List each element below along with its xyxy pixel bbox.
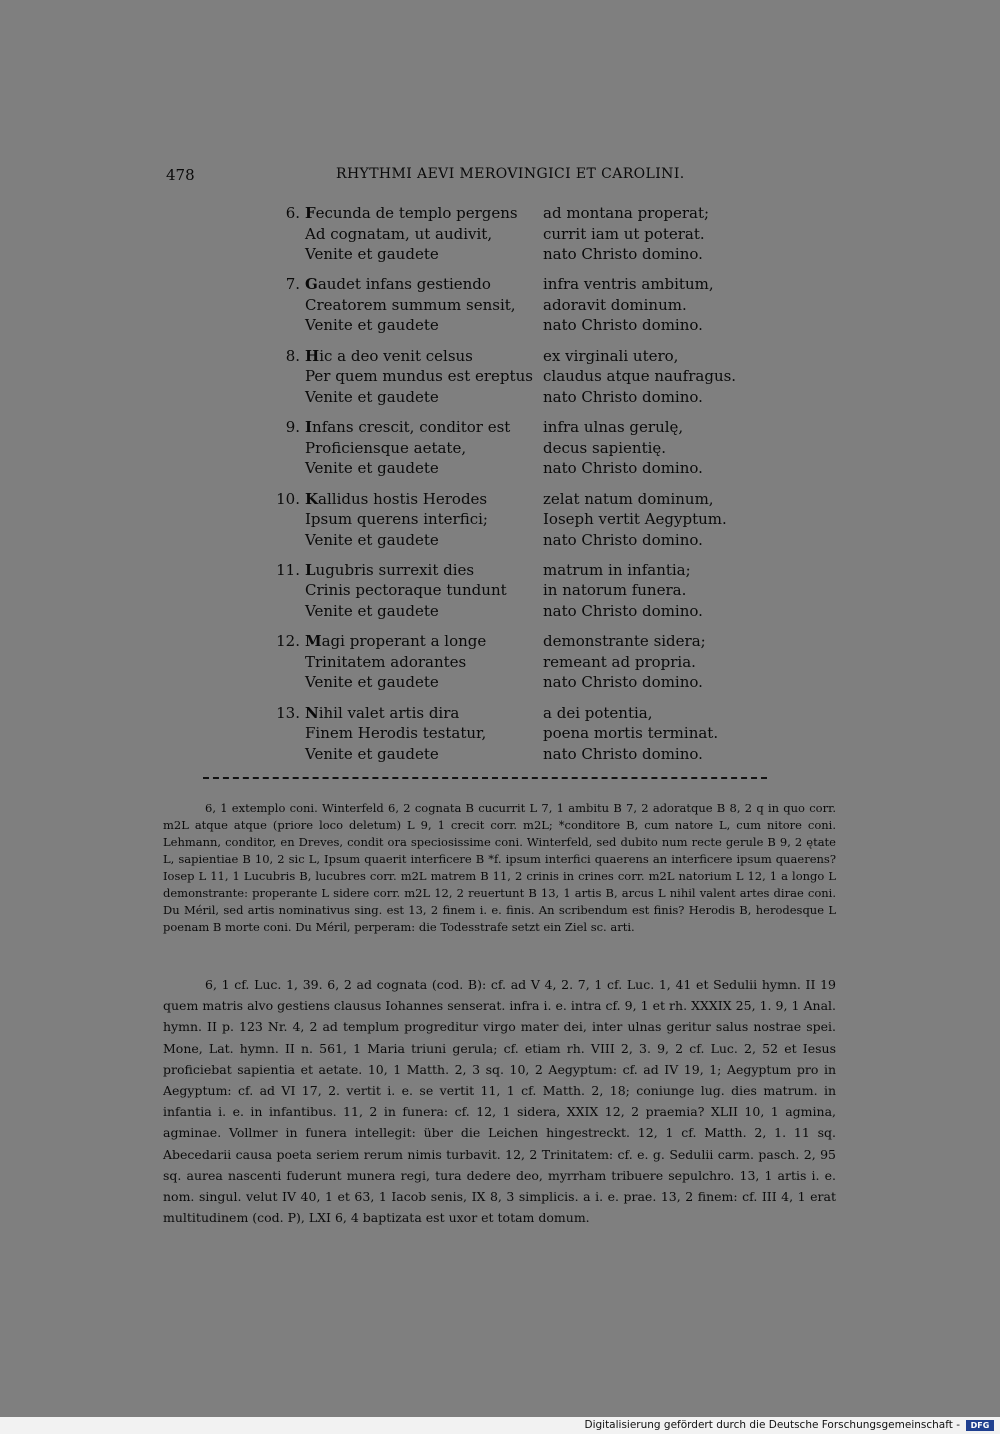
commentary-notes xyxy=(163,974,836,1228)
footer-bar xyxy=(0,1417,1000,1434)
running-title: RHYTHMI AEVI MEROVINGICI ET CAROLINI. xyxy=(336,166,685,182)
verse-line xyxy=(268,560,748,580)
verse-second-half: nato Christo domino. xyxy=(543,673,703,692)
verse-second-half: Ioseph vertit Aegyptum. xyxy=(543,510,727,529)
verse-line xyxy=(268,203,748,223)
apparatus-text: 6, 1 extemplo coni. Winterfeld 6, 2 cognata B cucurrit L 7, 1 ambitu B 7, 2 adoratque B 8, 2 q in quo corr. m2L atque atque (priore loco deletum) L 9, 1 crecit corr. m2L; *conditore B, cum natore L, cum nitore coni. Lehmann, conditor, en Dreves, condit ora speciosissime coni. Winterfeld, sed dubito num recte gerule B 9, 2 ętate L, sapientiae B 10, 2 sic L, Ipsum quaerit interficere B *f. ipsum interfici quaerens an interficere ipsum quaerens? Iosep L 11, 1 Lucubris B, lucubres corr. m2L matrem B 11, 2 crinis in crines corr. m2L natorium L 12, 1 a longo L demonstrante: properante L sidere corr. m2L 12, 2 reuertunt B 13, 1 artis B, arcus L nihil valent artes dirae coni. Du Méril, sed artis nominativus sing. est 13, 2 finem i. e. finis. An scribendum est finis? Herodis B, herodesque L poenam B morte coni. Du Méril, perperam: die Todesstrafe setzt ein Ziel sc. arti. xyxy=(163,801,836,934)
verse-second-half: demonstrante sidera; xyxy=(543,632,706,651)
stanza-number: 13. xyxy=(276,703,300,722)
commentary-text: 6, 1 cf. Luc. 1, 39. 6, 2 ad cognata (cod. B): cf. ad V 4, 2. 7, 1 cf. Luc. 1, 41 et Sedulii hymn. II 19 quem matris alvo gestiens clausus Iohannes senserat. infra i. e. intra cf. 9, 1 et rh. XXXIX 25, 1. 9, 1 Anal. hymn. II p. 123 Nr. 4, 2 ad templum progreditur virgo mater dei, inter ulnas geritur salus nostrae spei. Mone, Lat. hymn. II n. 561, 1 Maria triuni gerula; cf. etiam rh. VIII 2, 3. 9, 2 cf. Luc. 2, 52 et Iesus proficiebat sapientia et aetate. 10, 1 Matth. 2, 3 sq. 10, 2 Aegyptum: cf. ad IV 19, 1; Aegyptum pro in Aegyptum: cf. ad VI 17, 2. vertit i. e. se vertit 11, 1 cf. Matth. 2, 18; coniunge lug. dies matrum. in infantia i. e. in infantibus. 11, 2 in funera: cf. 12, 1 sidera, XXIX 12, 2 praemia? XLII 10, 1 agmina, agminae. Vollmer in funera intellegit: über die Leichen hingestreckt. 12, 1 cf. Matth. 2, 1. 11 sq. Abecedarii causa poeta seriem rerum nimis turbavit. 12, 2 Trinitatem: cf. e. g. Sedulii carm. pasch. 2, 95 sq. aurea nascenti fuderunt munera regi, tura dedere deo, myrrham tribuere sepulchro. 13, 1 artis i. e. nom. singul. velut IV 40, 1 et 63, 1 Iacob senis, IX 8, 3 simplicis. a i. e. prae. 13, 2 finem: cf. III 4, 1 erat multitudinem (cod. P), LXI 6, 4 baptizata est uxor et totam domum. xyxy=(163,977,836,1226)
verse-line xyxy=(268,295,748,315)
verse-first-half: Venite et gaudete xyxy=(305,459,439,478)
verse-first-half: Infans crescit, conditor est xyxy=(305,418,511,437)
verse-second-half: infra ulnas gerulę, xyxy=(543,418,684,437)
stanza-number: 6. xyxy=(285,204,300,222)
verse-line xyxy=(268,417,748,437)
verse-second-half: ad montana properat; xyxy=(543,204,710,222)
verse-first-half: Venite et gaudete xyxy=(305,530,439,549)
stanza xyxy=(268,560,748,631)
stanza xyxy=(268,489,748,560)
verse-second-half: remeant ad propria. xyxy=(543,652,696,671)
verse-first-half: Nihil valet artis dira xyxy=(305,703,460,722)
dfg-logo-icon: DFG xyxy=(966,1420,994,1431)
verse-first-half: Crinis pectoraque tundunt xyxy=(305,581,507,600)
verse-first-half: Hic a deo venit celsus xyxy=(305,346,473,365)
verse-second-half: nato Christo domino. xyxy=(543,387,703,406)
verse-first-half: Venite et gaudete xyxy=(305,601,439,620)
verse-line xyxy=(268,703,748,723)
stanza-number: 12. xyxy=(276,632,300,651)
stanza-number: 9. xyxy=(285,418,300,437)
verse-line xyxy=(268,601,748,621)
page-number: 478 xyxy=(166,166,195,184)
verse-first-half: Venite et gaudete xyxy=(305,673,439,692)
verse-line xyxy=(268,509,748,529)
verse-second-half: matrum in infantia; xyxy=(543,560,691,579)
verse-second-half: nato Christo domino. xyxy=(543,744,703,763)
verse-second-half: decus sapientię. xyxy=(543,438,667,457)
verse-second-half: claudus atque naufragus. xyxy=(543,367,737,386)
verse-second-half: nato Christo domino. xyxy=(543,601,703,620)
stanza xyxy=(268,631,748,702)
verse-second-half: zelat natum dominum, xyxy=(543,489,714,508)
verse-line xyxy=(268,244,748,264)
verse-line xyxy=(268,631,748,651)
stanza xyxy=(268,203,748,274)
verse-line xyxy=(268,438,748,458)
stanza-number: 7. xyxy=(285,275,300,294)
stanza xyxy=(268,274,748,345)
verse-line xyxy=(268,723,748,743)
stanza xyxy=(268,346,748,417)
verse-line xyxy=(268,274,748,294)
page-header xyxy=(166,166,690,188)
stanza-number: 10. xyxy=(276,489,300,508)
verse-line xyxy=(268,366,748,386)
verse-second-half: adoravit dominum. xyxy=(543,295,687,314)
verse-first-half: Finem Herodis testatur, xyxy=(305,724,487,743)
verse-first-half: Creatorem summum sensit, xyxy=(305,295,516,314)
verse-line xyxy=(268,224,748,244)
verse-line xyxy=(268,346,748,366)
verse-first-half: Fecunda de templo pergens xyxy=(305,204,518,222)
verse-line xyxy=(268,315,748,335)
verse-first-half: Trinitatem adorantes xyxy=(305,652,467,671)
separator-rule xyxy=(203,777,767,779)
verse-second-half: ex virginali utero, xyxy=(543,346,679,365)
verse-line xyxy=(268,580,748,600)
verse-line xyxy=(268,652,748,672)
verse-first-half: Venite et gaudete xyxy=(305,744,439,763)
verse-first-half: Lugubris surrexit dies xyxy=(305,560,475,579)
verse-first-half: Venite et gaudete xyxy=(305,245,439,263)
poem-stanzas xyxy=(268,203,748,774)
verse-first-half: Ad cognatam, ut audivit, xyxy=(305,224,493,243)
stanza xyxy=(268,703,748,774)
stanza xyxy=(268,417,748,488)
verse-first-half: Venite et gaudete xyxy=(305,316,439,335)
stanza-number: 11. xyxy=(276,560,300,579)
verse-second-half: a dei potentia, xyxy=(543,703,653,722)
verse-first-half: Gaudet infans gestiendo xyxy=(305,275,491,294)
verse-first-half: Venite et gaudete xyxy=(305,387,439,406)
verse-line xyxy=(268,530,748,550)
verse-second-half: nato Christo domino. xyxy=(543,245,703,263)
verse-first-half: Proficiensque aetate, xyxy=(305,438,467,457)
verse-second-half: infra ventris ambitum, xyxy=(543,275,714,294)
verse-first-half: Ipsum querens interfici; xyxy=(305,510,488,529)
footer-text: Digitalisierung gefördert durch die Deutsche Forschungsgemeinschaft - xyxy=(584,1419,960,1431)
verse-line xyxy=(268,489,748,509)
verse-second-half: in natorum funera. xyxy=(543,581,687,600)
stanza-number: 8. xyxy=(285,346,300,365)
verse-second-half: poena mortis terminat. xyxy=(543,724,719,743)
critical-apparatus xyxy=(163,800,836,936)
verse-second-half: nato Christo domino. xyxy=(543,316,703,335)
verse-line xyxy=(268,458,748,478)
verse-second-half: nato Christo domino. xyxy=(543,530,703,549)
verse-first-half: Kallidus hostis Herodes xyxy=(305,489,488,508)
verse-line xyxy=(268,672,748,692)
verse-second-half: nato Christo domino. xyxy=(543,459,703,478)
verse-line xyxy=(268,387,748,407)
verse-first-half: Magi properant a longe xyxy=(305,632,487,651)
verse-second-half: currit iam ut poterat. xyxy=(543,224,705,243)
verse-first-half: Per quem mundus est ereptus xyxy=(305,367,533,386)
verse-line xyxy=(268,744,748,764)
